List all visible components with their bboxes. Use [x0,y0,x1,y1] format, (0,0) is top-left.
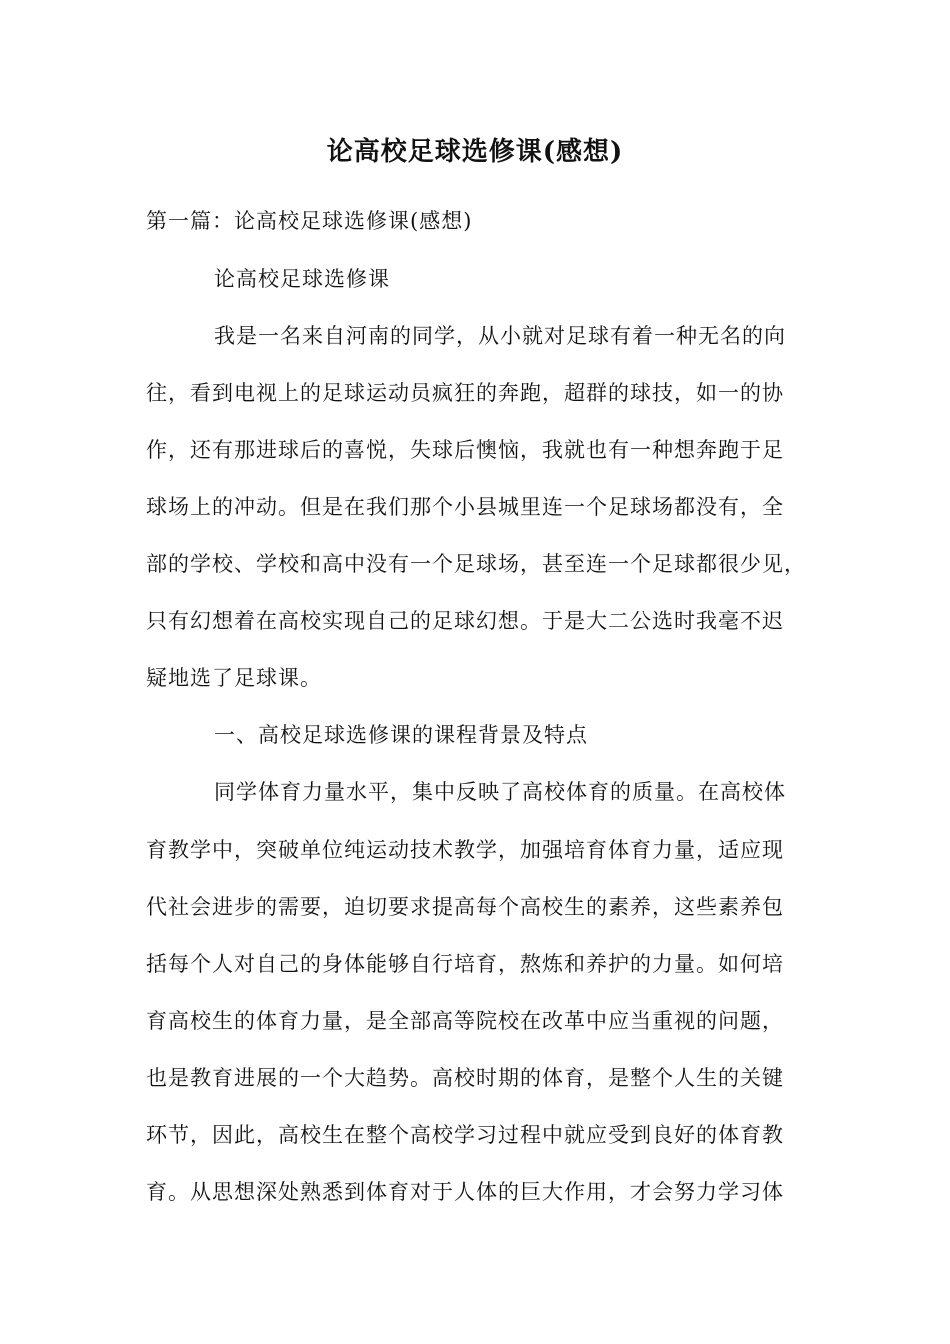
paragraph-line: 育。从思想深处熟悉到体育对于人体的巨大作用，才会努力学习体 [146,1180,784,1204]
paragraph-line: 代社会进步的需要，迫切要求提高每个高校生的素养，这些素养包 [146,895,784,919]
paragraph-line: 育教学中，突破单位纯运动技术教学，加强培育体育力量，适应现 [146,838,784,862]
paragraph-line: 环节，因此，高校生在整个高校学习过程中就应受到良好的体育教 [146,1123,784,1147]
section-heading: 第一篇：论高校足球选修课(感想) [146,209,473,233]
sub-heading: 论高校足球选修课 [214,267,390,291]
paragraph-line: 同学体育力量水平，集中反映了高校体育的质量。在高校体 [214,780,786,804]
paragraph-line: 也是教育进展的一个大趋势。高校时期的体育，是整个人生的关键 [146,1066,784,1090]
paragraph-line: 我是一名来自河南的同学，从小就对足球有着一种无名的向 [214,324,786,348]
paragraph-line: 往，看到电视上的足球运动员疯狂的奔跑，超群的球技，如一的协 [146,381,784,405]
document-title: 论高校足球选修课(感想) [326,137,624,167]
paragraph-line: 作，还有那进球后的喜悦，失球后懊恼，我就也有一种想奔跑于足 [146,438,784,462]
paragraph-line: 括每个人对自己的身体能够自行培育，熬炼和养护的力量。如何培 [146,952,784,976]
section1-heading: 一、高校足球选修课的课程背景及特点 [214,723,588,747]
paragraph-line: 只有幻想着在高校实现自己的足球幻想。于是大二公选时我毫不迟 [146,609,784,633]
paragraph-line: 球场上的冲动。但是在我们那个小县城里连一个足球场都没有，全 [146,495,784,519]
paragraph-line: 育高校生的体育力量，是全部高等院校在改革中应当重视的问题， [146,1009,784,1033]
paragraph-line: 疑地选了足球课。 [146,666,322,690]
paragraph-line: 部的学校、学校和高中没有一个足球场，甚至连一个足球都很少见， [146,552,806,576]
